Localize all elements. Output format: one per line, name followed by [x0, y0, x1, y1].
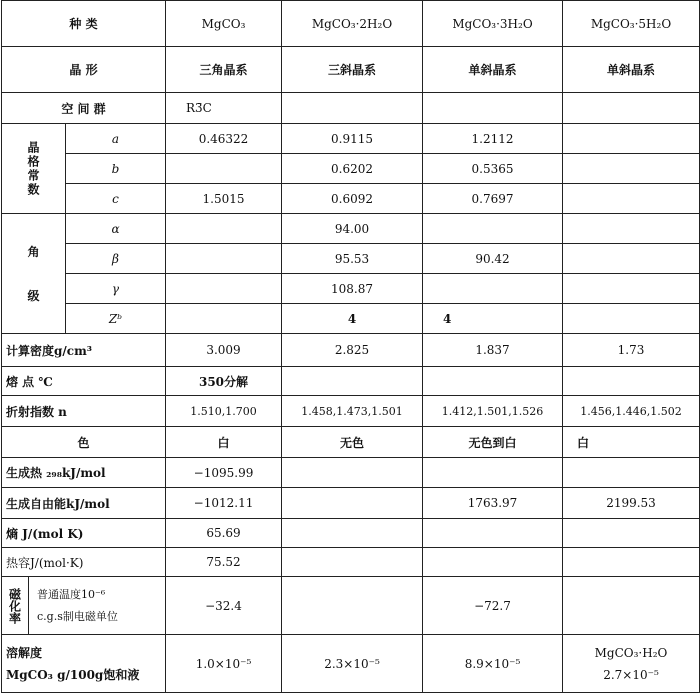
table-row: [2, 93, 700, 124]
cell: [423, 93, 563, 124]
cell: [423, 519, 563, 548]
row-label-refractive: 折射指数 n: [2, 396, 166, 427]
table-row: [2, 458, 700, 488]
table-row: [2, 154, 700, 184]
row-label-heat-formation: 生成热 ₂₉₈kJ/mol: [2, 458, 166, 488]
cell: 90.42: [423, 244, 563, 274]
cell: 350分解: [166, 367, 282, 396]
cell: 94.00: [282, 214, 423, 244]
row-label-entropy: 熵 J/(mol K): [2, 519, 166, 548]
cell: 1.73: [563, 334, 700, 367]
col-header-pentahydrate: MgCO₃·5H₂O: [563, 1, 700, 47]
param-label: b: [66, 154, 166, 184]
cell: 8.9×10⁻⁵: [423, 635, 563, 693]
cell: R3̄C: [166, 93, 282, 124]
row-label-heat-capacity: 热容J/(mol·K): [2, 548, 166, 577]
cell: 0.46322: [166, 124, 282, 154]
header-row: [2, 1, 700, 47]
cell: 1.5015: [166, 184, 282, 214]
solubility-last-line2: 2.7×10⁻⁵: [603, 667, 659, 682]
cell: 0.5365: [423, 154, 563, 184]
cell: 1.0×10⁻⁵: [166, 635, 282, 693]
cell: 无色: [282, 427, 423, 458]
row-label-color: 色: [2, 427, 166, 458]
table-row: [2, 519, 700, 548]
group-label-lattice: 晶格常数: [2, 124, 66, 214]
cell: −72.7: [423, 577, 563, 635]
cell: [166, 304, 282, 334]
cell: 无色到白: [423, 427, 563, 458]
cell: 1.412,1.501,1.526: [423, 396, 563, 427]
param-label: α: [66, 214, 166, 244]
cell: [563, 304, 700, 334]
cell: [166, 214, 282, 244]
cell: [423, 214, 563, 244]
solubility-last-line1: MgCO₃·H₂O: [594, 645, 668, 660]
row-label-free-energy: 生成自由能kJ/mol: [2, 488, 166, 519]
cell: [282, 367, 423, 396]
cell: [563, 124, 700, 154]
cell: [423, 274, 563, 304]
cell: 4: [423, 304, 563, 334]
cell: 0.7697: [423, 184, 563, 214]
cell: [423, 548, 563, 577]
cell: [563, 519, 700, 548]
cell: 108.87: [282, 274, 423, 304]
angle-group-bottom: 级: [27, 288, 40, 303]
cell: −1012.11: [166, 488, 282, 519]
solubility-line1: 溶解度: [6, 645, 43, 660]
row-label-density: 计算密度g/cm³: [2, 334, 166, 367]
cell: 75.52: [166, 548, 282, 577]
group-label-angles: [2, 214, 66, 334]
properties-table: [1, 0, 700, 693]
cell: [282, 458, 423, 488]
table-row: [2, 577, 700, 635]
cell: 白: [166, 427, 282, 458]
row-label-melting: 熔 点 ℃: [2, 367, 166, 396]
cell: [166, 244, 282, 274]
table-row: [2, 274, 700, 304]
cell: 2.825: [282, 334, 423, 367]
cell: 单斜晶系: [563, 47, 700, 93]
cell: 1.456,1.446,1.502: [563, 396, 700, 427]
magnetic-line2: c.g.s制电磁单位: [37, 609, 118, 623]
cell: [563, 154, 700, 184]
cell: −32.4: [166, 577, 282, 635]
solubility-line2: MgCO₃ g/100g饱和液: [6, 667, 140, 682]
cell: [563, 93, 700, 124]
cell: 4: [282, 304, 423, 334]
param-label: a: [66, 124, 166, 154]
magnetic-label-text: [29, 577, 118, 634]
param-label: β: [66, 244, 166, 274]
cell: [166, 274, 282, 304]
cell: 三角晶系: [166, 47, 282, 93]
cell: [563, 214, 700, 244]
cell: [563, 635, 700, 693]
param-label: γ: [66, 274, 166, 304]
cell: 1.2112: [423, 124, 563, 154]
table-row: [2, 367, 700, 396]
table-row: [2, 427, 700, 458]
table-row: [2, 244, 700, 274]
cell: 65.69: [166, 519, 282, 548]
row-label-solubility: [2, 635, 166, 693]
param-label: Zᵇ: [66, 304, 166, 334]
cell: 0.9115: [282, 124, 423, 154]
cell: [563, 458, 700, 488]
group-label-magnetic: 磁化率: [2, 577, 29, 634]
cell: 1763.97: [423, 488, 563, 519]
table-row: [2, 548, 700, 577]
col-header-mgco3: MgCO₃: [166, 1, 282, 47]
cell: [166, 154, 282, 184]
cell: 1.837: [423, 334, 563, 367]
cell: 0.6092: [282, 184, 423, 214]
cell: 单斜晶系: [423, 47, 563, 93]
cell: [563, 577, 700, 635]
cell: [282, 548, 423, 577]
cell: [563, 274, 700, 304]
cell: 95.53: [282, 244, 423, 274]
row-label-crystal-form: 晶 形: [2, 47, 166, 93]
cell: [282, 488, 423, 519]
cell: 2.3×10⁻⁵: [282, 635, 423, 693]
table-row: [2, 334, 700, 367]
row-label-magnetic: [2, 577, 166, 635]
cell: 2199.53: [563, 488, 700, 519]
cell: [563, 548, 700, 577]
cell: 0.6202: [282, 154, 423, 184]
col-header-dihydrate: MgCO₃·2H₂O: [282, 1, 423, 47]
cell: [423, 367, 563, 396]
cell: 1.510,1.700: [166, 396, 282, 427]
cell: [282, 577, 423, 635]
param-label: c: [66, 184, 166, 214]
header-label: 种 类: [2, 1, 166, 47]
col-header-trihydrate: MgCO₃·3H₂O: [423, 1, 563, 47]
table-row: [2, 635, 700, 693]
magnetic-line1: 普通温度10⁻⁶: [37, 587, 106, 601]
cell: 白: [563, 427, 700, 458]
cell: [563, 244, 700, 274]
table-row: [2, 184, 700, 214]
table-row: [2, 488, 700, 519]
cell: [563, 367, 700, 396]
table-row: [2, 396, 700, 427]
cell: −1095.99: [166, 458, 282, 488]
cell: 1.458,1.473,1.501: [282, 396, 423, 427]
cell: [563, 184, 700, 214]
table-row: [2, 304, 700, 334]
cell: 三斜晶系: [282, 47, 423, 93]
cell: [423, 458, 563, 488]
table-row: [2, 47, 700, 93]
cell: 3.009: [166, 334, 282, 367]
angle-group-top: 角: [27, 244, 40, 259]
cell: [282, 519, 423, 548]
row-label-space-group: 空 间 群: [2, 93, 166, 124]
table-row: [2, 214, 700, 244]
cell: [282, 93, 423, 124]
table-row: [2, 124, 700, 154]
